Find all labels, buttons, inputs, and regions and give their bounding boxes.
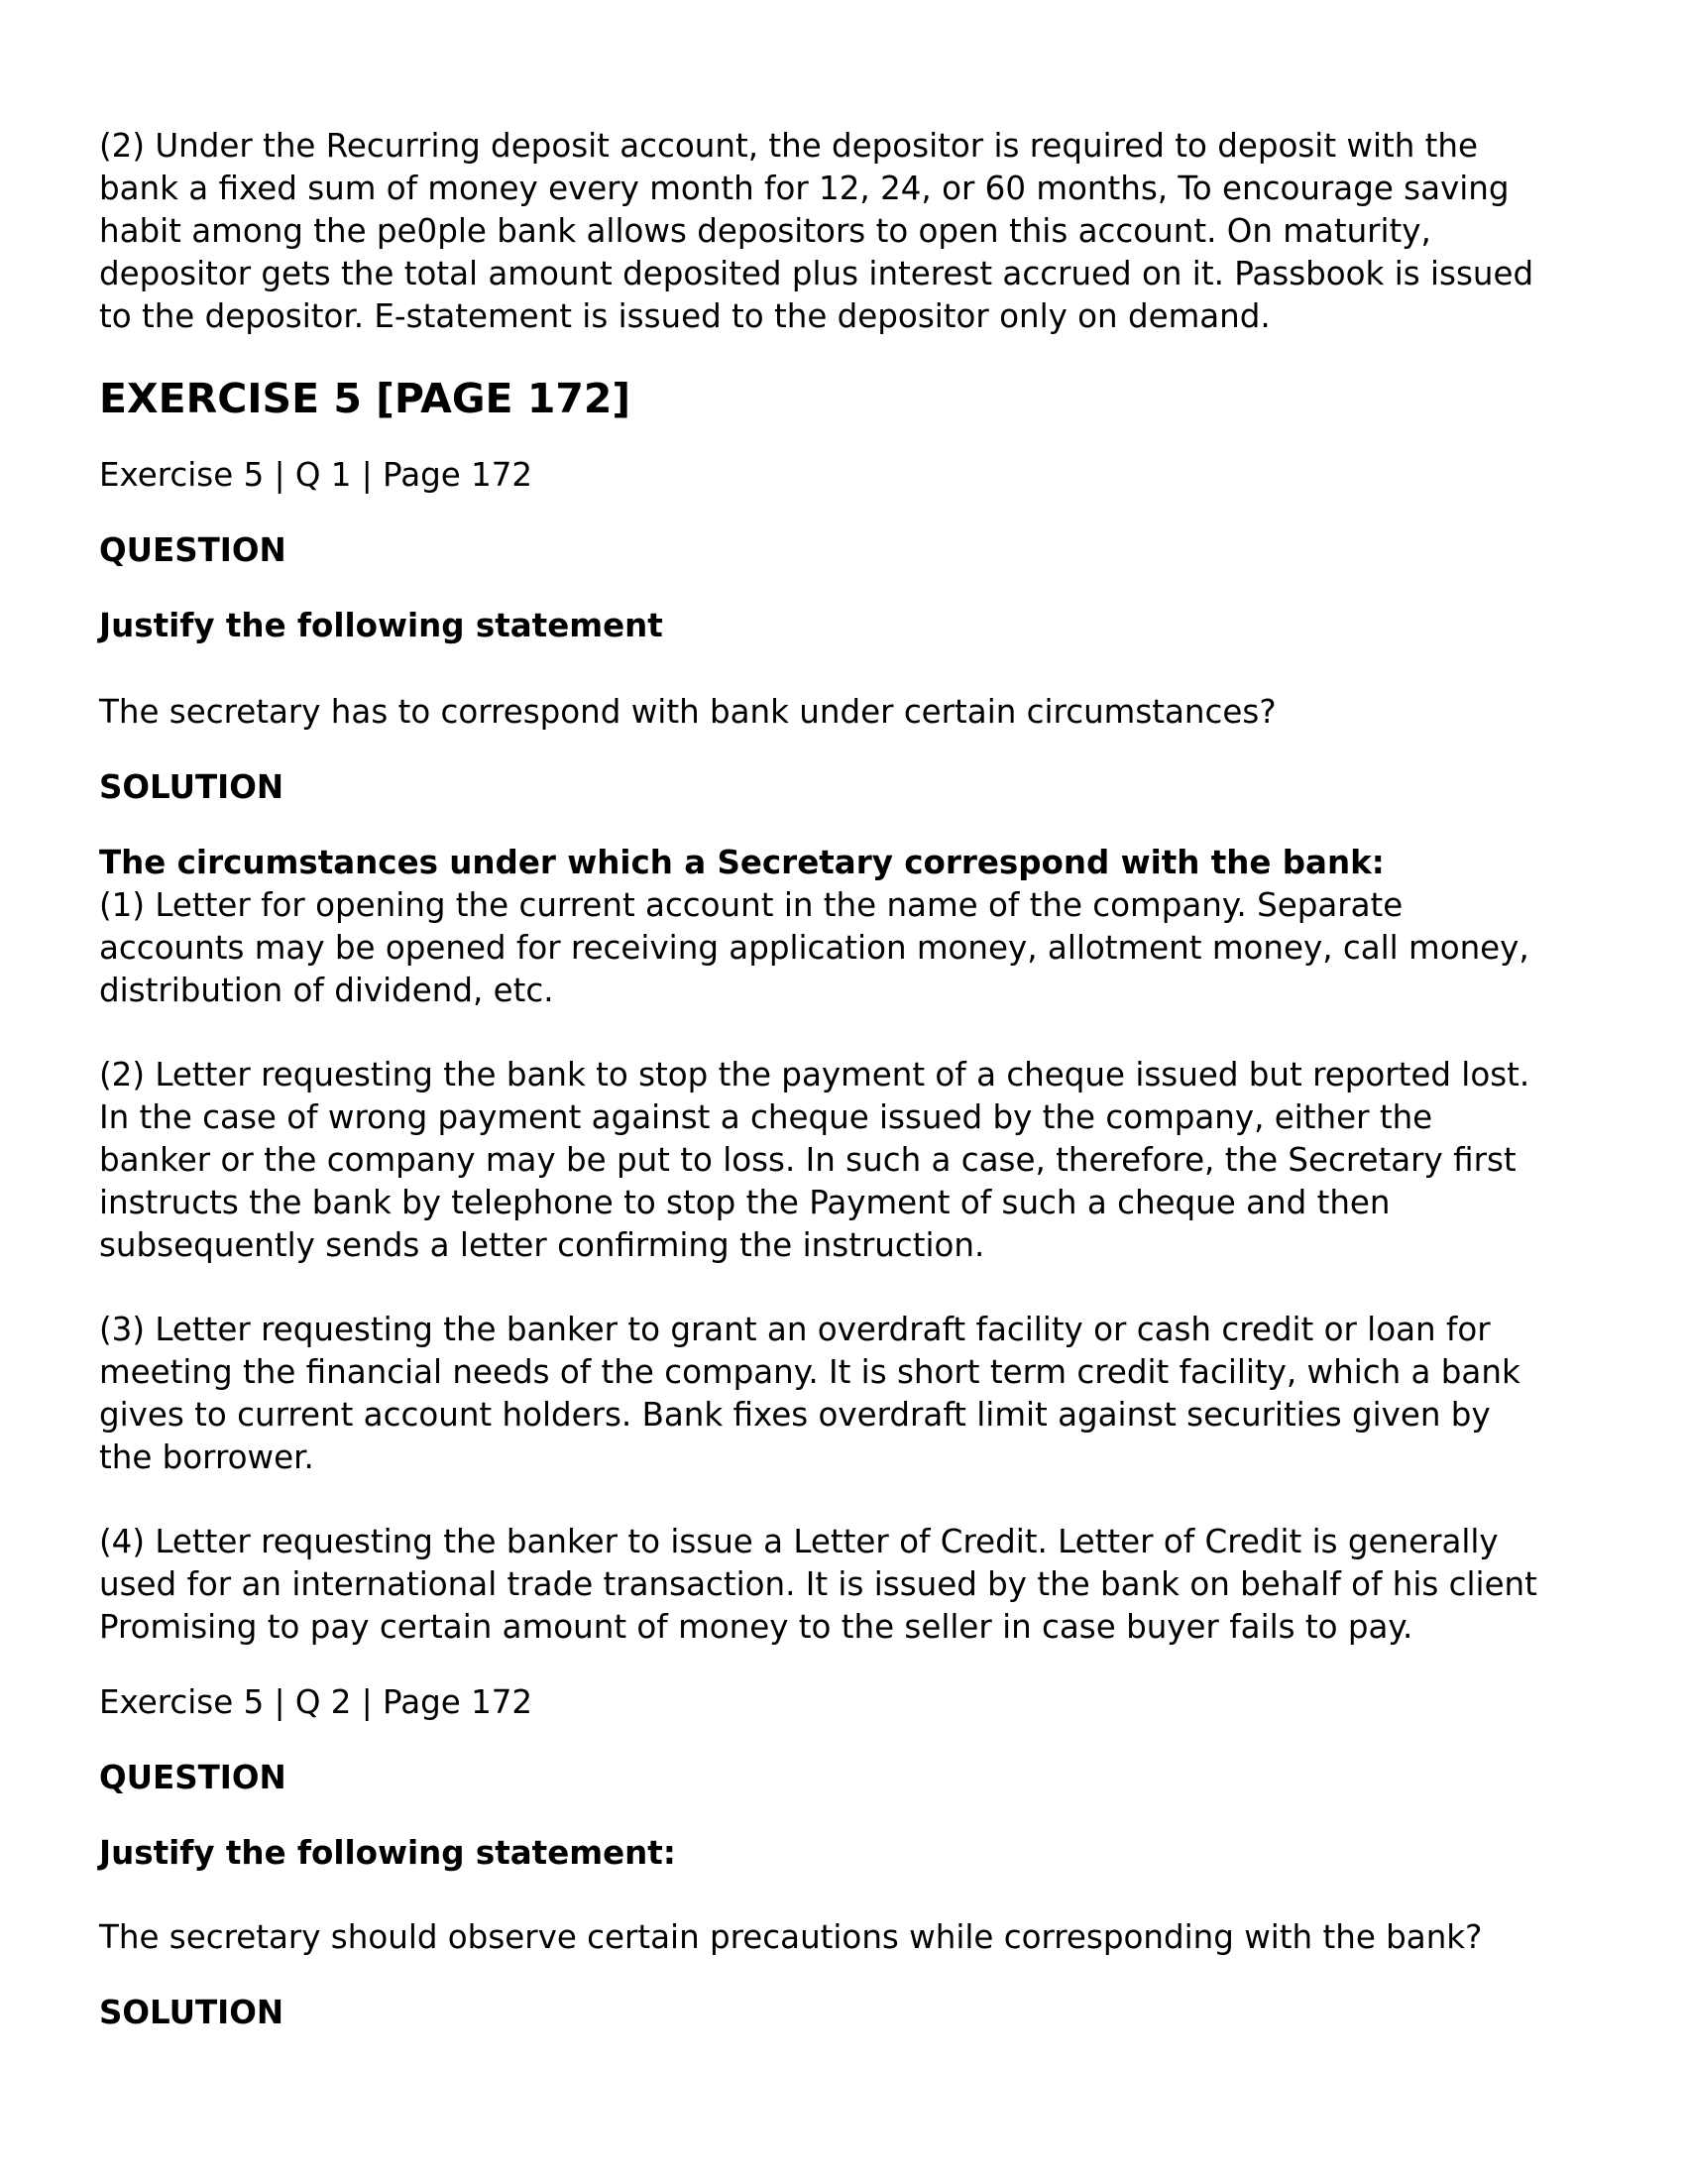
point-line: accounts may be opened for receiving application money, allotment money, call money,	[99, 929, 1529, 967]
q1-solution-heading: The circumstances under which a Secretary correspond with the bank:	[99, 844, 1385, 881]
q1-point-2	[99, 1054, 1606, 1267]
point-line: subsequently sends a letter confirming the instruction.	[99, 1226, 985, 1264]
q2-meta: Exercise 5 | Q 2 | Page 172	[99, 1683, 533, 1721]
point-line: meeting the financial needs of the company. It is short term credit facility, which a bank	[99, 1353, 1520, 1391]
q1-statement: The secretary has to correspond with bank under certain circumstances?	[99, 693, 1277, 731]
intro-line: depositor gets the total amount deposited plus interest accrued on it. Passbook is issued	[99, 255, 1534, 292]
point-line: Promising to pay certain amount of money to the seller in case buyer fails to pay.	[99, 1608, 1413, 1646]
q1-meta: Exercise 5 | Q 1 | Page 172	[99, 456, 533, 494]
intro-paragraph	[99, 125, 1606, 338]
point-line: banker or the company may be put to loss. In such a case, therefore, the Secretary first	[99, 1141, 1517, 1179]
point-line: gives to current account holders. Bank fixes overdraft limit against securities given by	[99, 1396, 1491, 1434]
q2-solution-label: SOLUTION	[99, 1994, 284, 2031]
intro-line: to the depositor. E-statement is issued to the depositor only on demand.	[99, 297, 1271, 335]
point-line: (1) Letter for opening the current account in the name of the company. Separate	[99, 886, 1404, 924]
point-line: the borrower.	[99, 1438, 314, 1476]
intro-line: habit among the pe0ple bank allows depositors to open this account. On maturity,	[99, 212, 1431, 250]
q2-statement: The secretary should observe certain precautions while corresponding with the bank?	[99, 1918, 1483, 1956]
q1-point-4	[99, 1521, 1606, 1649]
q1-point-1	[99, 884, 1606, 1012]
point-line: (2) Letter requesting the bank to stop the payment of a cheque issued but reported lost.	[99, 1056, 1530, 1093]
point-line: In the case of wrong payment against a cheque issued by the company, either the	[99, 1098, 1433, 1136]
point-line: distribution of dividend, etc.	[99, 972, 554, 1009]
q2-question-label: QUESTION	[99, 1759, 286, 1796]
q1-solution-label: SOLUTION	[99, 768, 284, 806]
intro-line: (2) Under the Recurring deposit account, the depositor is required to deposit with the	[99, 127, 1479, 165]
q1-prompt: Justify the following statement	[99, 607, 663, 644]
q1-point-3	[99, 1309, 1606, 1479]
intro-line: bank a fixed sum of money every month for 12, 24, or 60 months, To encourage saving	[99, 170, 1510, 207]
point-line: (4) Letter requesting the banker to issue a Letter of Credit. Letter of Credit is generally	[99, 1523, 1499, 1560]
q1-question-label: QUESTION	[99, 531, 286, 569]
point-line: used for an international trade transaction. It is issued by the bank on behalf of his client	[99, 1565, 1537, 1603]
point-line: (3) Letter requesting the banker to grant an overdraft facility or cash credit or loan for	[99, 1311, 1491, 1348]
document-page	[99, 119, 1606, 2034]
point-line: instructs the bank by telephone to stop the Payment of such a cheque and then	[99, 1184, 1391, 1221]
q2-prompt: Justify the following statement:	[99, 1834, 676, 1872]
exercise-heading: EXERCISE 5 [PAGE 172]	[99, 375, 631, 422]
